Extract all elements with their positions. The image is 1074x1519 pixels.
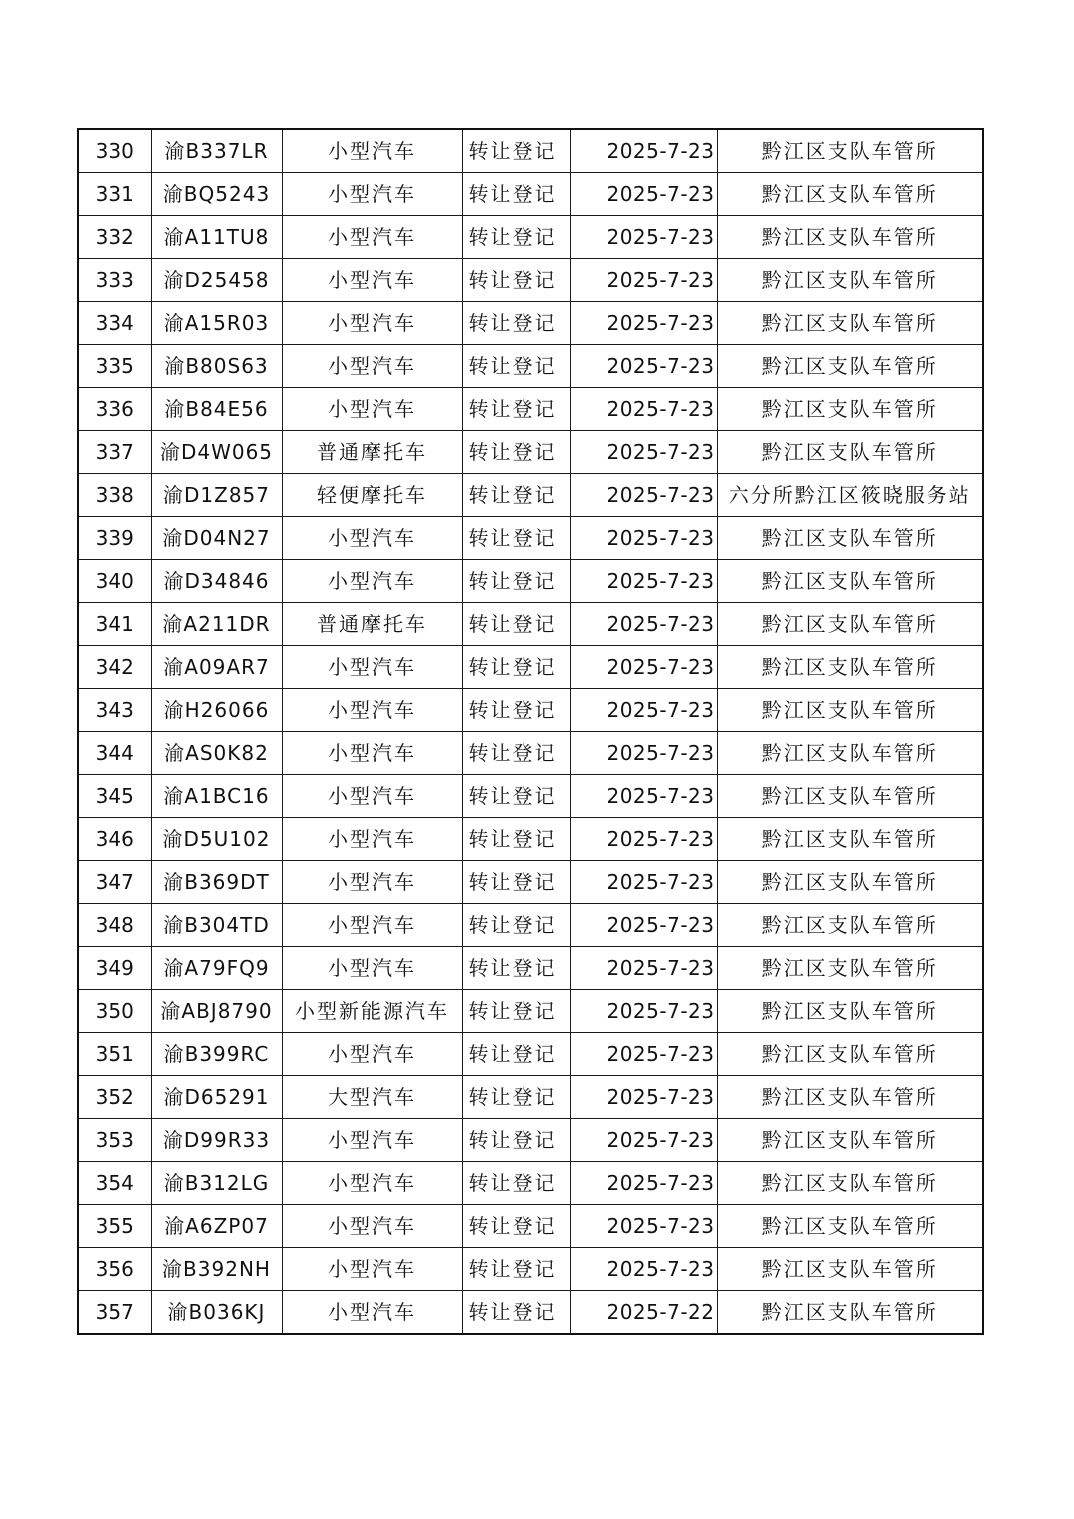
business-type-cell: 转让登记 xyxy=(462,1162,570,1205)
date-cell: 2025-7-23 xyxy=(570,129,717,173)
table-body xyxy=(78,129,983,1334)
office-cell: 六分所黔江区筱晓服务站 xyxy=(717,474,983,517)
vehicle-type-cell: 小型汽车 xyxy=(282,259,462,302)
row-number-cell: 348 xyxy=(78,904,151,947)
vehicle-type-cell: 小型汽车 xyxy=(282,689,462,732)
office-cell: 黔江区支队车管所 xyxy=(717,173,983,216)
vehicle-type-cell: 小型新能源汽车 xyxy=(282,990,462,1033)
date-cell: 2025-7-23 xyxy=(570,560,717,603)
row-number-cell: 357 xyxy=(78,1291,151,1335)
plate-number-cell: 渝A11TU8 xyxy=(151,216,282,259)
vehicle-type-cell: 小型汽车 xyxy=(282,517,462,560)
vehicle-type-cell: 小型汽车 xyxy=(282,1162,462,1205)
office-cell: 黔江区支队车管所 xyxy=(717,1119,983,1162)
date-cell: 2025-7-23 xyxy=(570,775,717,818)
row-number-cell: 347 xyxy=(78,861,151,904)
date-cell: 2025-7-23 xyxy=(570,732,717,775)
vehicle-type-cell: 小型汽车 xyxy=(282,345,462,388)
business-type-cell: 转让登记 xyxy=(462,345,570,388)
date-cell: 2025-7-23 xyxy=(570,646,717,689)
business-type-cell: 转让登记 xyxy=(462,474,570,517)
business-type-cell: 转让登记 xyxy=(462,861,570,904)
table-row xyxy=(78,861,983,904)
plate-number-cell: 渝B392NH xyxy=(151,1248,282,1291)
table-row xyxy=(78,904,983,947)
date-cell: 2025-7-23 xyxy=(570,861,717,904)
date-cell: 2025-7-23 xyxy=(570,1119,717,1162)
plate-number-cell: 渝D99R33 xyxy=(151,1119,282,1162)
business-type-cell: 转让登记 xyxy=(462,259,570,302)
business-type-cell: 转让登记 xyxy=(462,560,570,603)
row-number-cell: 352 xyxy=(78,1076,151,1119)
office-cell: 黔江区支队车管所 xyxy=(717,990,983,1033)
row-number-cell: 344 xyxy=(78,732,151,775)
business-type-cell: 转让登记 xyxy=(462,1291,570,1335)
vehicle-type-cell: 小型汽车 xyxy=(282,646,462,689)
table-row xyxy=(78,646,983,689)
office-cell: 黔江区支队车管所 xyxy=(717,259,983,302)
date-cell: 2025-7-23 xyxy=(570,388,717,431)
plate-number-cell: 渝D34846 xyxy=(151,560,282,603)
vehicle-type-cell: 普通摩托车 xyxy=(282,603,462,646)
table-row xyxy=(78,1119,983,1162)
date-cell: 2025-7-23 xyxy=(570,1033,717,1076)
office-cell: 黔江区支队车管所 xyxy=(717,1076,983,1119)
vehicle-type-cell: 小型汽车 xyxy=(282,732,462,775)
business-type-cell: 转让登记 xyxy=(462,603,570,646)
date-cell: 2025-7-23 xyxy=(570,517,717,560)
date-cell: 2025-7-23 xyxy=(570,173,717,216)
business-type-cell: 转让登记 xyxy=(462,1119,570,1162)
business-type-cell: 转让登记 xyxy=(462,1248,570,1291)
row-number-cell: 333 xyxy=(78,259,151,302)
date-cell: 2025-7-23 xyxy=(570,1205,717,1248)
date-cell: 2025-7-23 xyxy=(570,818,717,861)
table-row xyxy=(78,603,983,646)
vehicle-type-cell: 小型汽车 xyxy=(282,173,462,216)
plate-number-cell: 渝BQ5243 xyxy=(151,173,282,216)
office-cell: 黔江区支队车管所 xyxy=(717,732,983,775)
business-type-cell: 转让登记 xyxy=(462,904,570,947)
table-row xyxy=(78,1162,983,1205)
plate-number-cell: 渝ABJ8790 xyxy=(151,990,282,1033)
date-cell: 2025-7-23 xyxy=(570,302,717,345)
vehicle-type-cell: 普通摩托车 xyxy=(282,431,462,474)
vehicle-type-cell: 小型汽车 xyxy=(282,560,462,603)
vehicle-type-cell: 大型汽车 xyxy=(282,1076,462,1119)
office-cell: 黔江区支队车管所 xyxy=(717,302,983,345)
table-row xyxy=(78,259,983,302)
date-cell: 2025-7-23 xyxy=(570,431,717,474)
plate-number-cell: 渝A211DR xyxy=(151,603,282,646)
table-row xyxy=(78,345,983,388)
table-row xyxy=(78,947,983,990)
vehicle-type-cell: 小型汽车 xyxy=(282,904,462,947)
row-number-cell: 346 xyxy=(78,818,151,861)
row-number-cell: 335 xyxy=(78,345,151,388)
office-cell: 黔江区支队车管所 xyxy=(717,1291,983,1335)
plate-number-cell: 渝D65291 xyxy=(151,1076,282,1119)
row-number-cell: 341 xyxy=(78,603,151,646)
table-row xyxy=(78,818,983,861)
business-type-cell: 转让登记 xyxy=(462,1076,570,1119)
vehicle-type-cell: 轻便摩托车 xyxy=(282,474,462,517)
row-number-cell: 343 xyxy=(78,689,151,732)
business-type-cell: 转让登记 xyxy=(462,388,570,431)
office-cell: 黔江区支队车管所 xyxy=(717,345,983,388)
business-type-cell: 转让登记 xyxy=(462,646,570,689)
table-row xyxy=(78,1205,983,1248)
row-number-cell: 332 xyxy=(78,216,151,259)
office-cell: 黔江区支队车管所 xyxy=(717,775,983,818)
office-cell: 黔江区支队车管所 xyxy=(717,1248,983,1291)
vehicle-type-cell: 小型汽车 xyxy=(282,818,462,861)
vehicle-type-cell: 小型汽车 xyxy=(282,1205,462,1248)
plate-number-cell: 渝A6ZP07 xyxy=(151,1205,282,1248)
table-row xyxy=(78,129,983,173)
date-cell: 2025-7-23 xyxy=(570,259,717,302)
office-cell: 黔江区支队车管所 xyxy=(717,818,983,861)
business-type-cell: 转让登记 xyxy=(462,947,570,990)
date-cell: 2025-7-23 xyxy=(570,990,717,1033)
date-cell: 2025-7-23 xyxy=(570,689,717,732)
office-cell: 黔江区支队车管所 xyxy=(717,129,983,173)
office-cell: 黔江区支队车管所 xyxy=(717,216,983,259)
vehicle-type-cell: 小型汽车 xyxy=(282,388,462,431)
row-number-cell: 340 xyxy=(78,560,151,603)
vehicle-type-cell: 小型汽车 xyxy=(282,1033,462,1076)
vehicle-type-cell: 小型汽车 xyxy=(282,775,462,818)
plate-number-cell: 渝D5U102 xyxy=(151,818,282,861)
row-number-cell: 334 xyxy=(78,302,151,345)
row-number-cell: 342 xyxy=(78,646,151,689)
office-cell: 黔江区支队车管所 xyxy=(717,1033,983,1076)
plate-number-cell: 渝B312LG xyxy=(151,1162,282,1205)
plate-number-cell: 渝B036KJ xyxy=(151,1291,282,1335)
table-row xyxy=(78,1248,983,1291)
plate-number-cell: 渝A1BC16 xyxy=(151,775,282,818)
office-cell: 黔江区支队车管所 xyxy=(717,904,983,947)
vehicle-type-cell: 小型汽车 xyxy=(282,861,462,904)
office-cell: 黔江区支队车管所 xyxy=(717,388,983,431)
plate-number-cell: 渝A79FQ9 xyxy=(151,947,282,990)
office-cell: 黔江区支队车管所 xyxy=(717,603,983,646)
plate-number-cell: 渝D4W065 xyxy=(151,431,282,474)
vehicle-type-cell: 小型汽车 xyxy=(282,129,462,173)
plate-number-cell: 渝D04N27 xyxy=(151,517,282,560)
plate-number-cell: 渝A09AR7 xyxy=(151,646,282,689)
office-cell: 黔江区支队车管所 xyxy=(717,1205,983,1248)
plate-number-cell: 渝B84E56 xyxy=(151,388,282,431)
table-row xyxy=(78,388,983,431)
plate-number-cell: 渝AS0K82 xyxy=(151,732,282,775)
business-type-cell: 转让登记 xyxy=(462,689,570,732)
office-cell: 黔江区支队车管所 xyxy=(717,517,983,560)
vehicle-type-cell: 小型汽车 xyxy=(282,302,462,345)
business-type-cell: 转让登记 xyxy=(462,431,570,474)
row-number-cell: 336 xyxy=(78,388,151,431)
business-type-cell: 转让登记 xyxy=(462,173,570,216)
registration-table xyxy=(77,128,984,1335)
table-row xyxy=(78,431,983,474)
date-cell: 2025-7-22 xyxy=(570,1291,717,1335)
plate-number-cell: 渝A15R03 xyxy=(151,302,282,345)
row-number-cell: 356 xyxy=(78,1248,151,1291)
plate-number-cell: 渝D1Z857 xyxy=(151,474,282,517)
date-cell: 2025-7-23 xyxy=(570,216,717,259)
row-number-cell: 349 xyxy=(78,947,151,990)
office-cell: 黔江区支队车管所 xyxy=(717,560,983,603)
plate-number-cell: 渝D25458 xyxy=(151,259,282,302)
vehicle-type-cell: 小型汽车 xyxy=(282,1291,462,1335)
table-row xyxy=(78,517,983,560)
plate-number-cell: 渝B337LR xyxy=(151,129,282,173)
table-row xyxy=(78,990,983,1033)
business-type-cell: 转让登记 xyxy=(462,129,570,173)
vehicle-type-cell: 小型汽车 xyxy=(282,1119,462,1162)
plate-number-cell: 渝H26066 xyxy=(151,689,282,732)
table-row xyxy=(78,173,983,216)
row-number-cell: 338 xyxy=(78,474,151,517)
business-type-cell: 转让登记 xyxy=(462,775,570,818)
table-row xyxy=(78,302,983,345)
office-cell: 黔江区支队车管所 xyxy=(717,431,983,474)
table-row xyxy=(78,689,983,732)
date-cell: 2025-7-23 xyxy=(570,1248,717,1291)
table-row xyxy=(78,1291,983,1335)
table-row xyxy=(78,1033,983,1076)
table-row xyxy=(78,775,983,818)
date-cell: 2025-7-23 xyxy=(570,603,717,646)
business-type-cell: 转让登记 xyxy=(462,302,570,345)
date-cell: 2025-7-23 xyxy=(570,947,717,990)
plate-number-cell: 渝B399RC xyxy=(151,1033,282,1076)
business-type-cell: 转让登记 xyxy=(462,216,570,259)
table-row xyxy=(78,732,983,775)
row-number-cell: 350 xyxy=(78,990,151,1033)
table-row xyxy=(78,216,983,259)
date-cell: 2025-7-23 xyxy=(570,345,717,388)
office-cell: 黔江区支队车管所 xyxy=(717,861,983,904)
row-number-cell: 339 xyxy=(78,517,151,560)
date-cell: 2025-7-23 xyxy=(570,1162,717,1205)
vehicle-type-cell: 小型汽车 xyxy=(282,1248,462,1291)
date-cell: 2025-7-23 xyxy=(570,474,717,517)
table-row xyxy=(78,474,983,517)
plate-number-cell: 渝B369DT xyxy=(151,861,282,904)
business-type-cell: 转让登记 xyxy=(462,517,570,560)
office-cell: 黔江区支队车管所 xyxy=(717,689,983,732)
date-cell: 2025-7-23 xyxy=(570,1076,717,1119)
row-number-cell: 330 xyxy=(78,129,151,173)
row-number-cell: 353 xyxy=(78,1119,151,1162)
plate-number-cell: 渝B304TD xyxy=(151,904,282,947)
business-type-cell: 转让登记 xyxy=(462,990,570,1033)
row-number-cell: 351 xyxy=(78,1033,151,1076)
row-number-cell: 337 xyxy=(78,431,151,474)
office-cell: 黔江区支队车管所 xyxy=(717,1162,983,1205)
date-cell: 2025-7-23 xyxy=(570,904,717,947)
row-number-cell: 331 xyxy=(78,173,151,216)
row-number-cell: 355 xyxy=(78,1205,151,1248)
table-row xyxy=(78,1076,983,1119)
office-cell: 黔江区支队车管所 xyxy=(717,947,983,990)
vehicle-type-cell: 小型汽车 xyxy=(282,947,462,990)
business-type-cell: 转让登记 xyxy=(462,1033,570,1076)
table-row xyxy=(78,560,983,603)
row-number-cell: 345 xyxy=(78,775,151,818)
business-type-cell: 转让登记 xyxy=(462,1205,570,1248)
business-type-cell: 转让登记 xyxy=(462,818,570,861)
vehicle-type-cell: 小型汽车 xyxy=(282,216,462,259)
plate-number-cell: 渝B80S63 xyxy=(151,345,282,388)
business-type-cell: 转让登记 xyxy=(462,732,570,775)
office-cell: 黔江区支队车管所 xyxy=(717,646,983,689)
row-number-cell: 354 xyxy=(78,1162,151,1205)
